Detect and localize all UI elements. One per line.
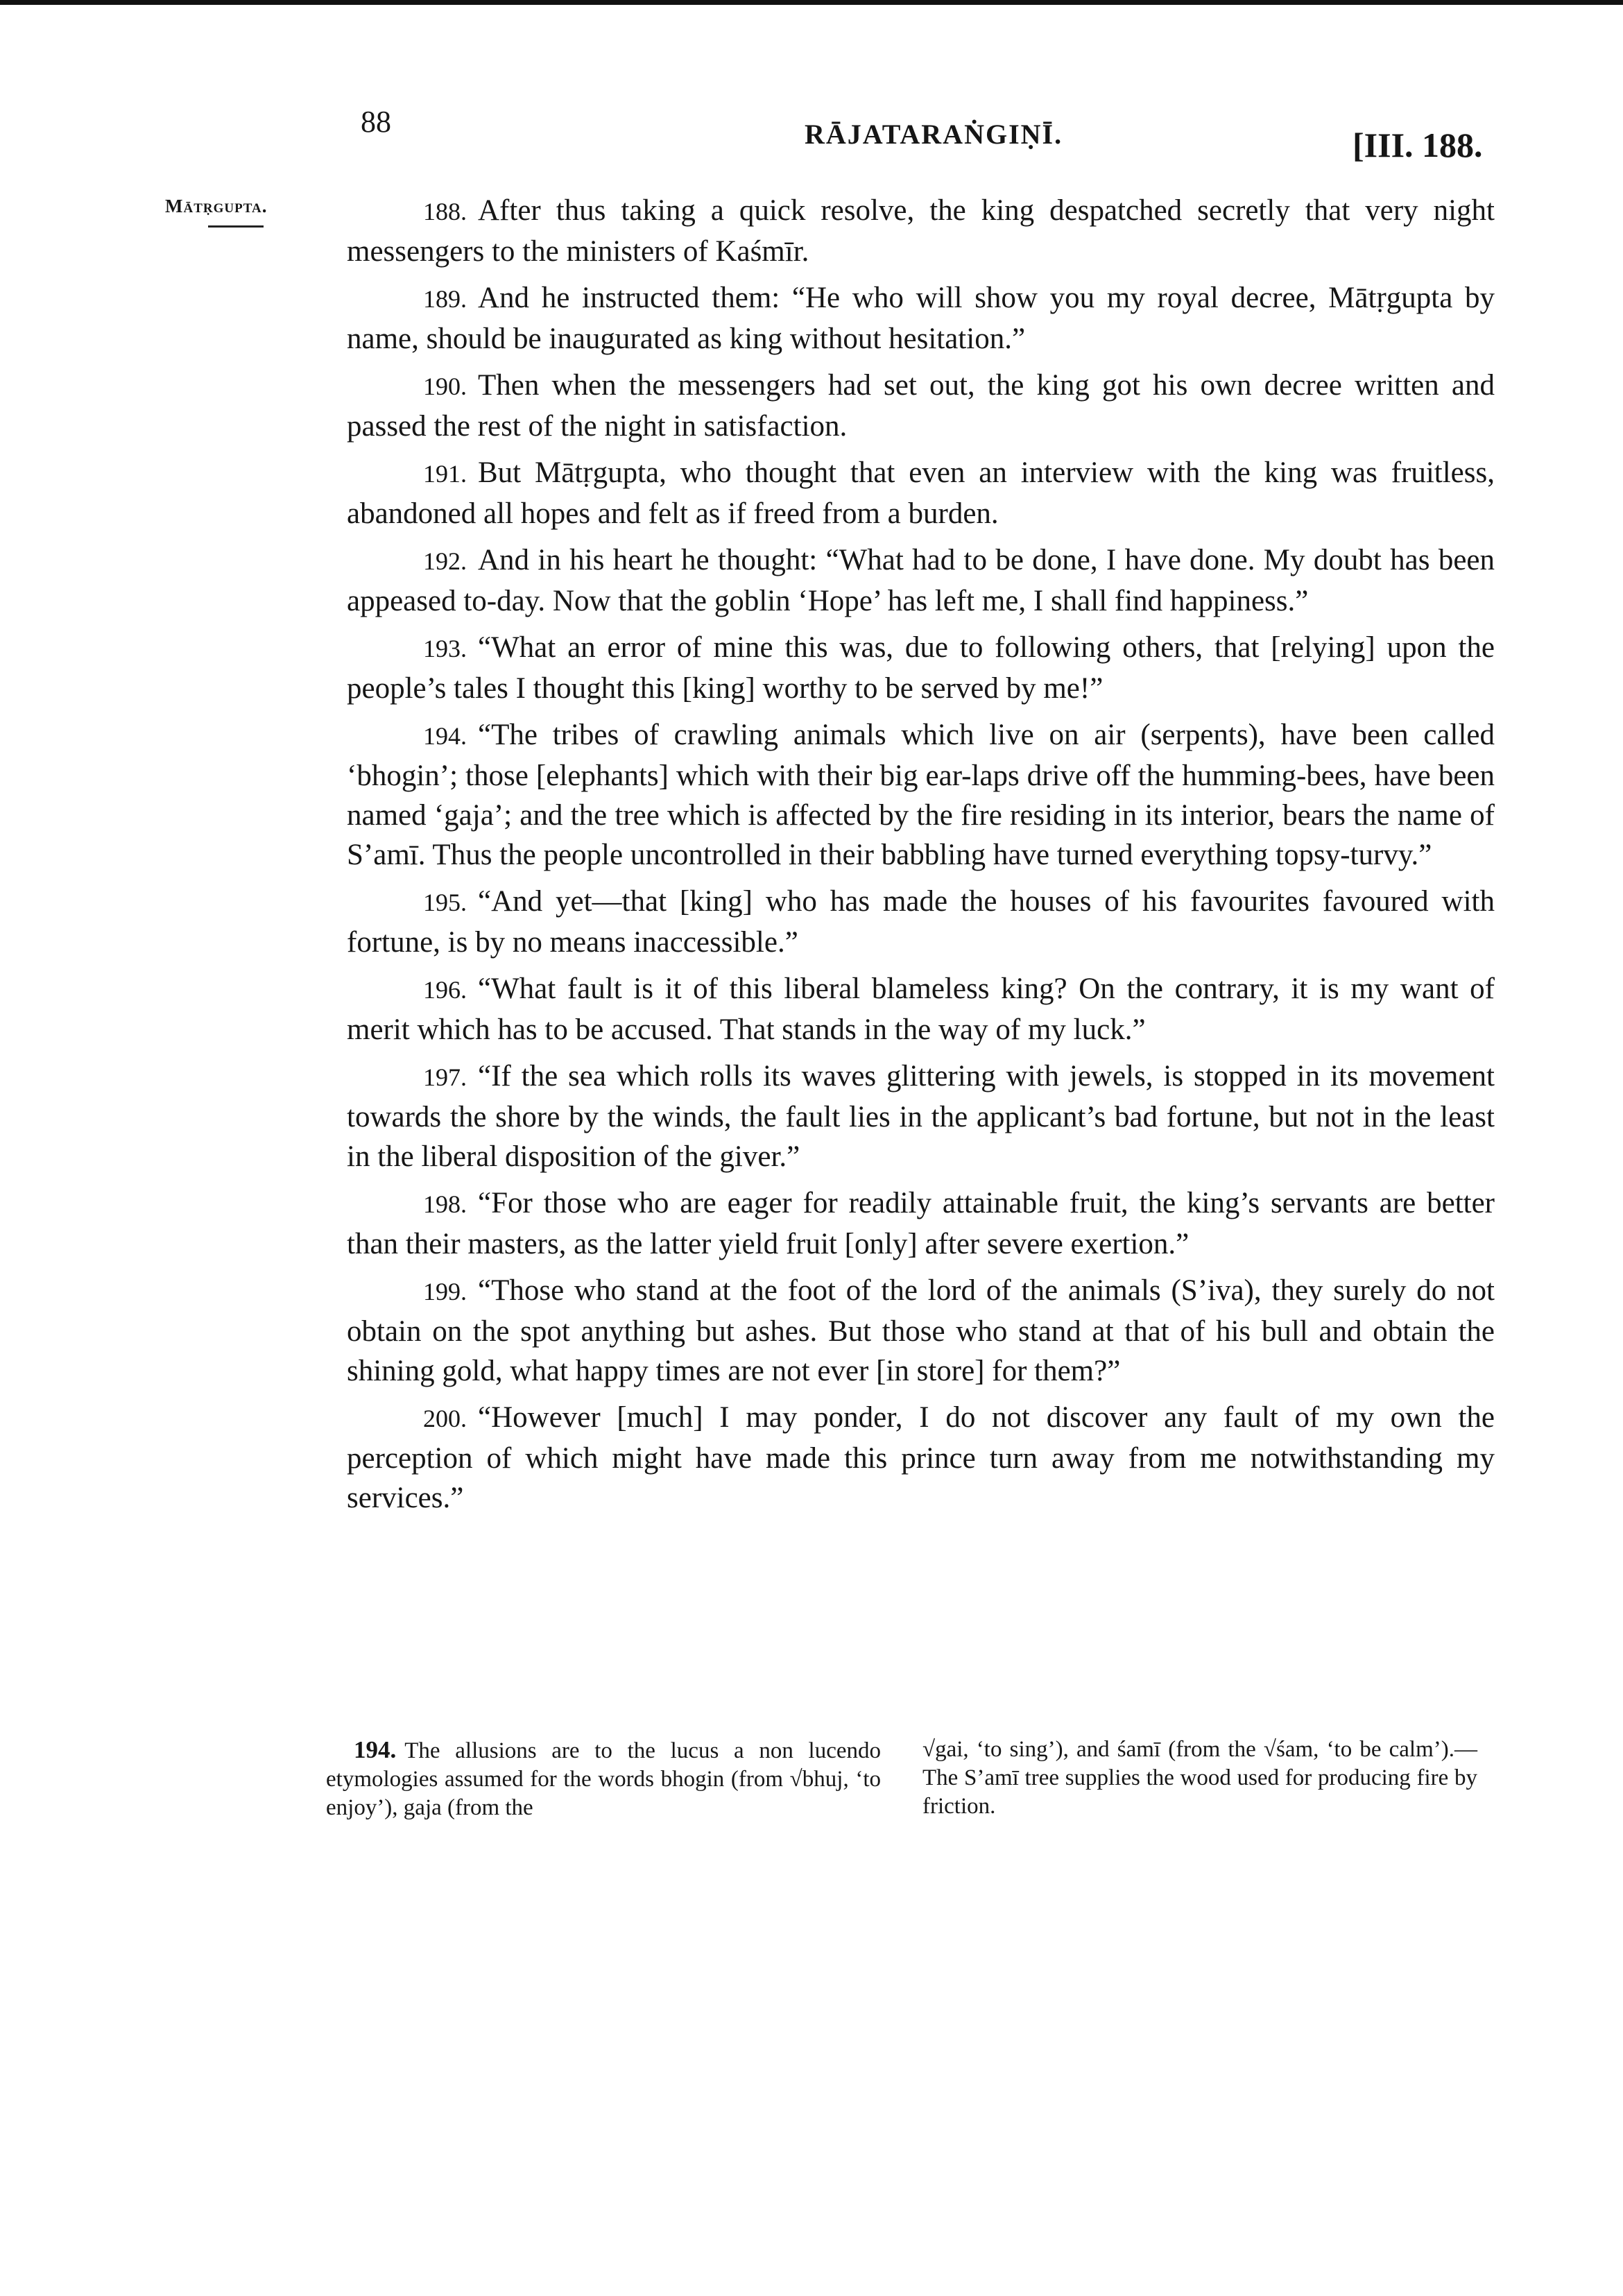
verse-199: [347, 1271, 1495, 1391]
verse-text: “However [much] I may ponder, I do not discover any fault of my own the perception of which might have made this prince turn away from me notwithstanding my services.”: [347, 1401, 1495, 1514]
verse-196: [347, 969, 1495, 1050]
verse-number: 198.: [423, 1190, 467, 1218]
verse-text: “The tribes of crawling animals which live on air (serpents), have been called ‘bhogin’; those [elephants] which with their big ear-laps drive off the humming-bees, have been named ‘gaja’; and the tree which is affected by the fire residing in its interior, bears the name of S’amī. Thus the people uncontrolled in their babbling have turned everything topsy-turvy.”: [347, 719, 1495, 871]
verse-195: [347, 882, 1495, 962]
verse-number: 194.: [423, 722, 467, 750]
verse-193: [347, 628, 1495, 708]
verse-text: And in his heart he thought: “What had to be done, I have done. My doubt has been appeased to-day. Now that the goblin ‘Hope’ has left me, I shall find happiness.”: [347, 544, 1495, 617]
verse-194: [347, 715, 1495, 875]
footnote-left-column: [326, 1736, 881, 1822]
verse-body: [347, 191, 1495, 1525]
footnote-text-right: √gai, ‘to sing’), and śamī (from the √śam, ‘to be calm’).—The S’amī tree supplies the wood used for producing fire by friction.: [922, 1737, 1477, 1819]
verse-number: 197.: [423, 1063, 467, 1091]
verse-text: Then when the messengers had set out, the king got his own decree written and passed the rest of the night in satisfaction.: [347, 369, 1495, 443]
verse-number: 200.: [423, 1405, 467, 1432]
verse-198: [347, 1183, 1495, 1264]
verse-text: “And yet—that [king] who has made the houses of his favourites favoured with fortune, is by no means inaccessible.”: [347, 885, 1495, 959]
verse-text: After thus taking a quick resolve, the king despatched secretly that very night messengers to the ministers of Kaśmīr.: [347, 194, 1495, 268]
verse-191: [347, 453, 1495, 533]
verse-197: [347, 1056, 1495, 1176]
footnote-number: 194.: [354, 1736, 397, 1763]
verse-number: 192.: [423, 547, 467, 575]
verse-text: “Those who stand at the foot of the lord of the animals (S’iva), they surely do not obtain on the spot anything but ashes. But those who stand at that of his bull and obtain the shining gold, what happy times are not ever [in store] for them?”: [347, 1274, 1495, 1387]
verse-number: 193.: [423, 635, 467, 662]
verse-number: 189.: [423, 285, 467, 313]
page-number: 88: [361, 105, 391, 139]
footnote-text-left: The allusions are to the lucus a non lucendo etymologies assumed for the words bhogin (from √bhuj, ‘to enjoy’), gaja (from the: [326, 1738, 881, 1820]
footnote-right-column: [922, 1736, 1477, 1822]
verse-188: [347, 191, 1495, 271]
verse-text: “For those who are eager for readily attainable fruit, the king’s servants are better than their masters, as the latter yield fruit [only] after severe exertion.”: [347, 1187, 1495, 1260]
running-title: RĀJATARAṄGIṆĪ.: [805, 119, 1063, 150]
verse-number: 195.: [423, 889, 467, 916]
footnote-block: [326, 1736, 1477, 1822]
verse-200: [347, 1398, 1495, 1518]
verse-text: And he instructed them: “He who will show you my royal decree, Mātṛgupta by name, should be inaugurated as king without hesitation.”: [347, 282, 1495, 355]
verse-number: 196.: [423, 976, 467, 1004]
section-reference: [III. 188.: [1352, 126, 1483, 164]
verse-text: “What fault is it of this liberal blameless king? On the contrary, it is my want of merit which has to be accused. That stands in the way of my luck.”: [347, 973, 1495, 1046]
verse-number: 191.: [423, 460, 467, 488]
verse-189: [347, 278, 1495, 359]
top-border-rule: [0, 0, 1623, 5]
verse-number: 188.: [423, 198, 467, 225]
margin-side-note: Mātṛgupta.: [165, 196, 268, 216]
verse-number: 190.: [423, 372, 467, 400]
verse-text: “If the sea which rolls its waves glittering with jewels, is stopped in its movement towards the shore by the winds, the fault lies in the applicant’s bad fortune, but not in the least in the liberal disposition of the giver.”: [347, 1060, 1495, 1173]
verse-text: “What an error of mine this was, due to following others, that [relying] upon the people’s tales I thought this [king] worthy to be served by me!”: [347, 631, 1495, 705]
verse-number: 199.: [423, 1278, 467, 1305]
verse-192: [347, 540, 1495, 621]
side-note-rule: [208, 225, 264, 228]
verse-text: But Mātṛgupta, who thought that even an interview with the king was fruitless, abandoned all hopes and felt as if freed from a burden.: [347, 456, 1495, 530]
verse-190: [347, 366, 1495, 446]
